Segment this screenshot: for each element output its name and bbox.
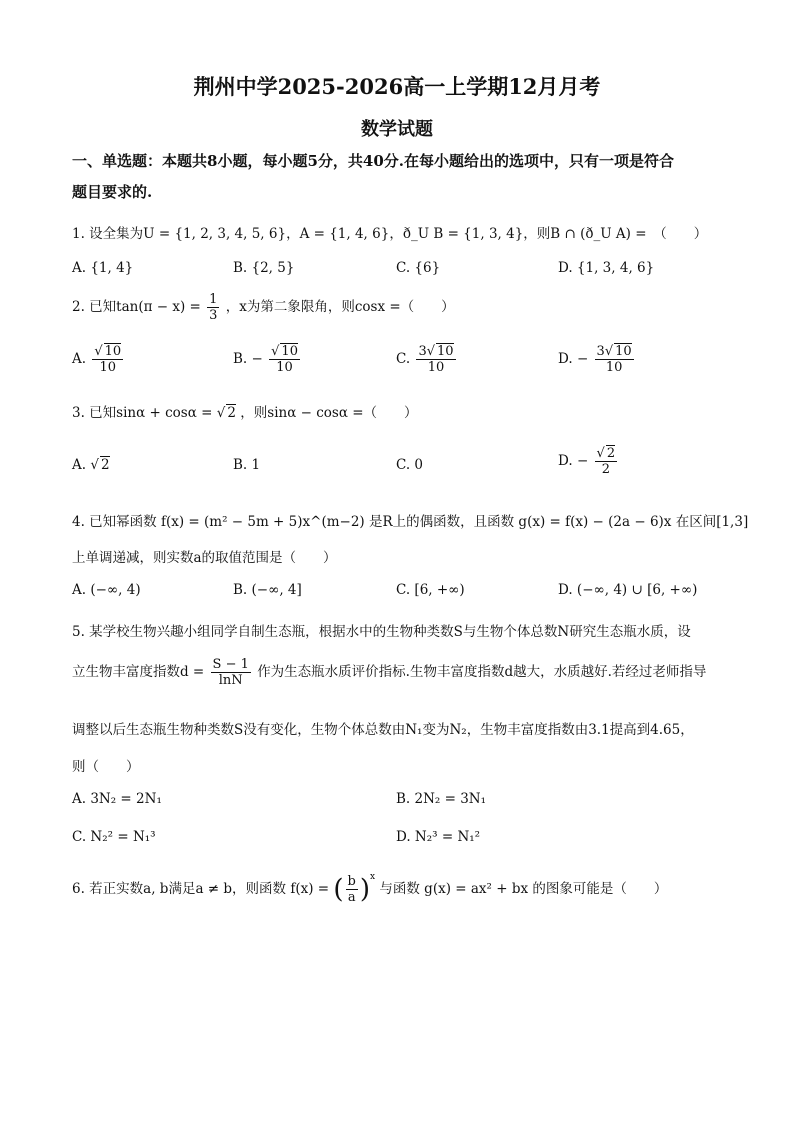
option-fraction: $\frac{√ 10}{10}$ — [94, 344, 122, 375]
q3-option-a: A. √ 2 — [72, 457, 110, 473]
frac-num: S − 1 — [212, 657, 249, 672]
denominator: 10 — [99, 360, 117, 375]
q2-stem-post: ，x为第二象限角，则cosx =（ ） — [225, 299, 455, 315]
q5-line4: 则（ ） — [72, 759, 140, 775]
q3-option-b: B. 1 — [233, 457, 261, 473]
option-fraction: $\frac{3√ 10}{10}$ — [596, 344, 632, 375]
frac-den: a — [347, 890, 356, 905]
radicand: 10 — [615, 344, 632, 359]
q5-option-b: B. 2N₂ = 3N₁ — [396, 791, 487, 807]
radicand: 10 — [437, 344, 454, 359]
radicand: 10 — [104, 344, 122, 359]
q2-option-c — [396, 344, 458, 375]
option-label: D. — [558, 453, 573, 469]
frac-den: lnN — [218, 673, 243, 688]
q2-fraction — [207, 292, 219, 323]
q2-option-a — [72, 344, 125, 375]
q4-option-b: B. (−∞, 4] — [233, 582, 302, 598]
q5-line3: 调整以后生态瓶生物种类数S没有变化，生物个体总数由N₁变为N₂，生物丰富度指数由3.1提高到4.65， — [72, 722, 694, 738]
q2-frac-num: 1 — [209, 292, 218, 307]
q3-radicand: 2 — [227, 405, 236, 421]
q6-stem-post: 与函数 g(x) = ax² + bx 的图象可能是（ ） — [379, 881, 668, 897]
option-sign: − — [576, 453, 589, 469]
q5-line2-post: 作为生态瓶水质评价指标.生物丰富度指数d越大，水质越好.若经过老师指导 — [257, 664, 707, 680]
frac-num: b — [347, 874, 356, 889]
q2-stem-pre: 2. 已知tan(π − x) = — [72, 299, 201, 315]
q3-option-c: C. 0 — [396, 457, 424, 473]
q2-stem — [72, 292, 455, 323]
denominator: 10 — [605, 360, 623, 375]
option-fraction: $\frac{3√ 10}{10}$ — [418, 344, 454, 375]
q5-line2-pre: 立生物丰富度指数d = — [72, 664, 205, 680]
q4-stem-line1: 4. 已知幂函数 f(x) = (m² − 5m + 5)x^(m−2) 是R上的偶函数，且函数 g(x) = f(x) − (2a − 6)x 在区间[1,3] — [72, 514, 749, 530]
section-heading-line2: 题目要求的. — [72, 183, 153, 201]
q6-fraction — [346, 874, 358, 905]
option-sign: − — [251, 351, 263, 367]
q6-stem — [72, 872, 667, 905]
q3-stem: 3. 已知sinα + cosα = √ 2 ，则sinα − cosα =（ ） — [72, 405, 418, 421]
radicand: 10 — [281, 344, 298, 359]
denominator: 10 — [427, 360, 445, 375]
section-heading-line1: 一、单选题：本题共8小题，每小题5分，共40分.在每小题给出的选项中，只有一项是符合 — [72, 152, 674, 170]
q3-stem-pre: 3. 已知sinα + cosα = — [72, 405, 213, 421]
option-label: A. — [72, 457, 87, 473]
q4-option-d: D. (−∞, 4) ∪ [6, +∞) — [558, 582, 698, 598]
q1-option-b: B. {2, 5} — [233, 260, 295, 276]
q5-line2 — [72, 657, 706, 688]
q5-option-d: D. N₂³ = N₁² — [396, 829, 481, 845]
q6-stem-pre: 6. 若正实数a, b满足a ≠ b，则函数 f(x) = — [72, 881, 330, 897]
denominator: 2 — [601, 462, 610, 477]
coef: 3 — [596, 344, 605, 359]
q2-option-b — [233, 344, 302, 375]
q4-stem-line2: 上单调递减，则实数a的取值范围是（ ） — [72, 550, 337, 566]
right-paren: ) — [359, 874, 371, 905]
q5-option-c: C. N₂² = N₁³ — [72, 829, 156, 845]
radicand: 2 — [100, 457, 110, 473]
q2-option-d — [558, 344, 636, 375]
exponent: x — [370, 872, 376, 882]
page-title: 荆州中学2025-2026高一上学期12月月考 — [193, 74, 601, 99]
q1-option-c: C. {6} — [396, 260, 441, 276]
radicand: 2 — [606, 446, 616, 461]
q1-option-d: D. {1, 3, 4, 6} — [558, 260, 655, 276]
option-label: B. — [233, 351, 248, 367]
q1-option-a: A. {1, 4} — [72, 260, 134, 276]
q4-option-a: A. (−∞, 4) — [72, 582, 141, 598]
option-sign: − — [576, 351, 589, 367]
denominator: 10 — [276, 360, 293, 375]
q3-option-d — [558, 446, 619, 477]
q1-stem: 1. 设全集为U = {1, 2, 3, 4, 5, 6}，A = {1, 4, 6}，ð_U B = {1, 3, 4}，则B ∩ (ð_U A) = （ ） — [72, 226, 708, 242]
option-label: D. — [558, 351, 573, 367]
left-paren: ( — [333, 874, 344, 905]
option-fraction: $\frac{√ 2}{2}$ — [596, 446, 616, 477]
q4-option-c: C. [6, +∞) — [396, 582, 465, 598]
option-label: A. — [72, 351, 87, 367]
page-subtitle: 数学试题 — [361, 119, 433, 140]
q5-fraction — [211, 657, 251, 688]
option-fraction: $\frac{√ 10}{10}$ — [271, 344, 298, 375]
q5-option-a: A. 3N₂ = 2N₁ — [72, 791, 162, 807]
q3-stem-post: ，则sinα − cosα =（ ） — [240, 405, 418, 421]
option-label: C. — [396, 351, 411, 367]
coef: 3 — [418, 344, 427, 359]
q5-line1: 5. 某学校生物兴趣小组同学自制生态瓶，根据水中的生物种类数S与生物个体总数N研究生态瓶水质，设 — [72, 624, 691, 640]
q2-frac-den: 3 — [209, 308, 218, 323]
